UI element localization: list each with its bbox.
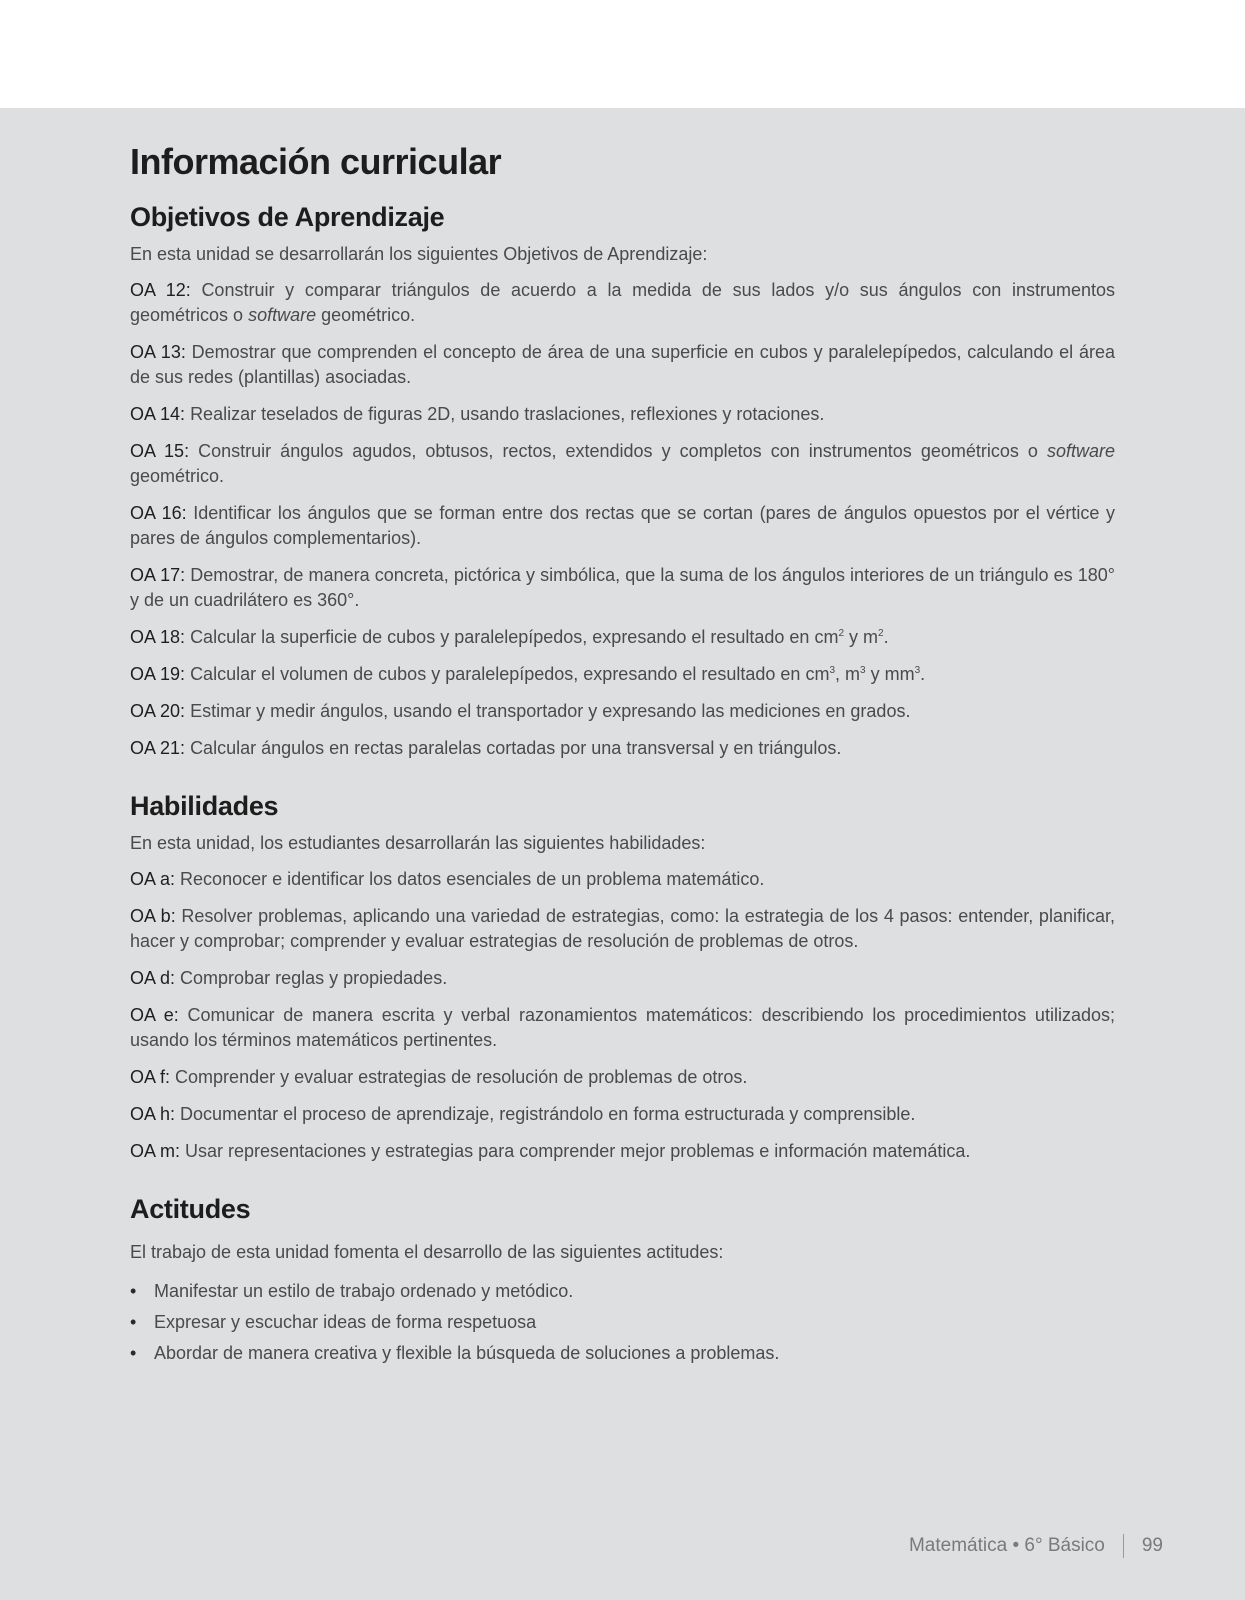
skill-code: OA b: xyxy=(130,906,176,926)
habilidades-heading: Habilidades xyxy=(130,791,279,821)
objective-item xyxy=(130,662,1115,687)
objective-item xyxy=(130,501,1115,551)
objective-text: geométrico. xyxy=(316,305,416,325)
bullet-icon: • xyxy=(130,1312,137,1332)
objective-item xyxy=(130,402,1115,427)
skill-text: Comprender y evaluar estrategias de resolución de problemas de otros. xyxy=(175,1067,748,1087)
objective-code: OA 17: xyxy=(130,565,186,585)
skill-code: OA d: xyxy=(130,968,176,988)
objective-item xyxy=(130,278,1115,328)
objective-code: OA 20: xyxy=(130,701,186,721)
objective-item xyxy=(130,340,1115,390)
skill-item xyxy=(130,1065,1115,1090)
page-number: 99 xyxy=(1141,1535,1163,1556)
footer-book-title: Matemática • 6° Básico xyxy=(908,1535,1105,1556)
superscript: 3 xyxy=(914,665,921,676)
objective-text: Calcular ángulos en rectas paralelas cortadas por una transversal y en triángulos. xyxy=(190,738,842,758)
objective-emphasis: software xyxy=(248,305,317,325)
objective-text: Estimar y medir ángulos, usando el transportador y expresando las mediciones en grados. xyxy=(190,701,911,721)
objective-text: geométrico. xyxy=(130,466,225,486)
objective-item xyxy=(130,699,1115,724)
objective-text: , m xyxy=(835,664,861,684)
objective-text: . xyxy=(883,627,889,647)
actitudes-heading: Actitudes xyxy=(130,1194,251,1224)
objective-text: Demostrar, de manera concreta, pictórica y simbólica, que la suma de los ángulos interiores de un triángulo es 180° y de un cuadrilátero es 360°. xyxy=(130,565,1115,610)
attitude-text: Expresar y escuchar ideas de forma respetuosa xyxy=(154,1312,537,1332)
skill-text: Comunicar de manera escrita y verbal razonamientos matemáticos: describiendo los procedimientos utilizados; usando los términos matemáticos pertinentes. xyxy=(130,1005,1115,1050)
bullet-icon: • xyxy=(130,1281,137,1301)
objective-text: . xyxy=(920,664,926,684)
objective-code: OA 19: xyxy=(130,664,186,684)
list-item xyxy=(130,1276,1115,1307)
attitudes-list xyxy=(130,1276,1115,1369)
objective-code: OA 13: xyxy=(130,342,186,362)
objective-text: Calcular el volumen de cubos y paralelepípedos, expresando el resultado en cm xyxy=(190,664,830,684)
skill-item xyxy=(130,867,1115,892)
attitude-text: Abordar de manera creativa y flexible la búsqueda de soluciones a problemas. xyxy=(154,1343,780,1363)
skill-item xyxy=(130,966,1115,991)
objetivos-heading: Objetivos de Aprendizaje xyxy=(130,202,445,232)
skill-text: Documentar el proceso de aprendizaje, registrándolo en forma estructurada y comprensible. xyxy=(180,1104,916,1124)
objective-code: OA 12: xyxy=(130,280,191,300)
superscript: 3 xyxy=(860,665,866,676)
skill-item xyxy=(130,904,1115,954)
objective-item xyxy=(130,736,1115,761)
skill-code: OA a: xyxy=(130,869,176,889)
objective-code: OA 18: xyxy=(130,627,186,647)
bullet-icon: • xyxy=(130,1343,137,1363)
objective-text: y mm xyxy=(865,664,915,684)
objective-text: y m xyxy=(844,627,879,647)
objective-item xyxy=(130,563,1115,613)
actitudes-intro: El trabajo de esta unidad fomenta el desarrollo de las siguientes actitudes: xyxy=(130,1242,724,1262)
skill-code: OA e: xyxy=(130,1005,179,1025)
skill-item xyxy=(130,1139,1115,1164)
objective-emphasis: software xyxy=(1046,441,1115,461)
habilidades-intro: En esta unidad, los estudiantes desarrollarán las siguientes habilidades: xyxy=(130,833,706,853)
list-item xyxy=(130,1307,1115,1338)
skill-code: OA f: xyxy=(130,1067,171,1087)
superscript: 3 xyxy=(829,665,836,676)
skill-item xyxy=(130,1102,1115,1127)
skill-text: Reconocer e identificar los datos esenciales de un problema matemático. xyxy=(180,869,765,889)
objective-text: Identificar los ángulos que se forman entre dos rectas que se cortan (pares de ángulos opuestos por el vértice y pares de ángulos complementarios). xyxy=(130,503,1115,548)
objective-text: Calcular la superficie de cubos y paralelepípedos, expresando el resultado en cm xyxy=(190,627,839,647)
skill-text: Resolver problemas, aplicando una variedad de estrategias, como: la estrategia de los 4 pasos: entender, planificar, hacer y comprobar; comprender y evaluar estrategias de resolución de problemas de otros. xyxy=(130,906,1115,951)
objective-text: Construir y comparar triángulos de acuerdo a la medida de sus lados y/o sus ángulos con instrumentos geométricos o xyxy=(130,280,1115,325)
page-footer xyxy=(909,1532,1163,1560)
objective-text: Construir ángulos agudos, obtusos, rectos, extendidos y completos con instrumentos geométricos o xyxy=(198,441,1047,461)
skill-code: OA h: xyxy=(130,1104,176,1124)
footer-divider xyxy=(1123,1534,1124,1558)
objective-code: OA 16: xyxy=(130,503,187,523)
objective-code: OA 15: xyxy=(130,441,190,461)
objective-item xyxy=(130,625,1115,650)
skill-code: OA m: xyxy=(130,1141,181,1161)
objective-code: OA 14: xyxy=(130,404,186,424)
attitude-text: Manifestar un estilo de trabajo ordenado y metódico. xyxy=(154,1281,574,1301)
curricular-info-section xyxy=(130,140,1115,1369)
objective-item xyxy=(130,439,1115,489)
superscript: 2 xyxy=(878,628,884,639)
superscript: 2 xyxy=(838,628,845,639)
skill-item xyxy=(130,1003,1115,1053)
page-title: Información curricular xyxy=(130,141,502,182)
objective-code: OA 21: xyxy=(130,738,186,758)
objective-text: Demostrar que comprenden el concepto de área de una superficie en cubos y paralelepípedos, calculando el área de sus redes (plantillas) asociadas. xyxy=(130,342,1115,387)
skill-text: Comprobar reglas y propiedades. xyxy=(180,968,448,988)
objective-text: Realizar teselados de figuras 2D, usando traslaciones, reflexiones y rotaciones. xyxy=(190,404,825,424)
skill-text: Usar representaciones y estrategias para comprender mejor problemas e información matemática. xyxy=(185,1141,971,1161)
list-item xyxy=(130,1338,1115,1369)
objetivos-intro: En esta unidad se desarrollarán los siguientes Objetivos de Aprendizaje: xyxy=(130,244,708,264)
